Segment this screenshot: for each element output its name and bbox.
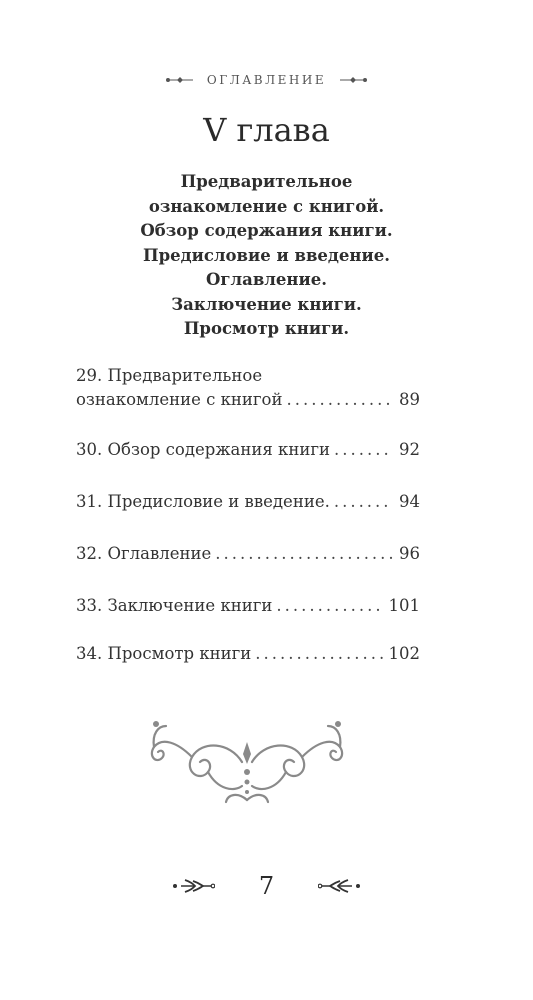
summary-line: Предисловие и введение. (143, 245, 390, 265)
page-number: 7 (258, 872, 275, 900)
toc-entry-title: 31. Предисловие и введение. (76, 492, 330, 511)
toc-entry-29[interactable] (76, 364, 420, 412)
toc-entry-title: 32. Оглавление (76, 544, 212, 563)
summary-line: Оглавление. (206, 270, 327, 289)
toc-entry-title-line: 29. Предварительное (76, 366, 263, 385)
summary-line: Просмотр книги. (183, 319, 350, 338)
toc-entry-32[interactable] (76, 542, 420, 566)
running-head-label: ОГЛАВЛЕНИЕ (206, 73, 327, 87)
toc-page-number: 94 (399, 492, 420, 511)
toc-leader-dots (255, 642, 382, 666)
toc-entry-30[interactable] (76, 438, 420, 462)
toc-page-number: 89 (399, 390, 420, 409)
toc-leader-dots (286, 388, 393, 412)
toc-page-number: 96 (399, 544, 420, 563)
toc-entry-title: ознакомление с книгой (76, 390, 283, 409)
chapter-title: V глава (203, 111, 330, 149)
summary-line: Предварительное (180, 172, 353, 191)
fleuron-left-icon (171, 876, 215, 896)
toc-leader-dots (334, 438, 393, 462)
chapter-summary (0, 170, 533, 342)
toc-page-number: 102 (388, 644, 420, 663)
summary-line: ознакомление с книгой. (148, 196, 385, 216)
toc-entry-34[interactable] (76, 642, 420, 666)
toc-entry-31[interactable] (76, 490, 420, 514)
folio (0, 868, 533, 904)
toc-entry-title: 33. Заключение книги (76, 596, 273, 615)
toc-entry-title: 34. Просмотр книги (76, 644, 252, 663)
toc-entry-title: 30. Обзор содержания книги (76, 440, 330, 459)
fleuron-right-icon (318, 876, 362, 896)
scroll-ornament-icon (142, 712, 352, 812)
summary-line: Заключение книги. (171, 294, 362, 314)
summary-line: Обзор содержания книги. (140, 221, 393, 240)
toc-leader-dots (215, 542, 393, 566)
running-head (0, 70, 533, 90)
toc-leader-dots (334, 490, 393, 514)
toc-page-number: 101 (388, 596, 420, 615)
toc-page-number: 92 (399, 440, 420, 459)
flourish-left-icon (165, 75, 195, 85)
toc-leader-dots (276, 594, 382, 618)
flourish-right-icon (338, 75, 368, 85)
toc-entry-33[interactable] (76, 594, 420, 618)
